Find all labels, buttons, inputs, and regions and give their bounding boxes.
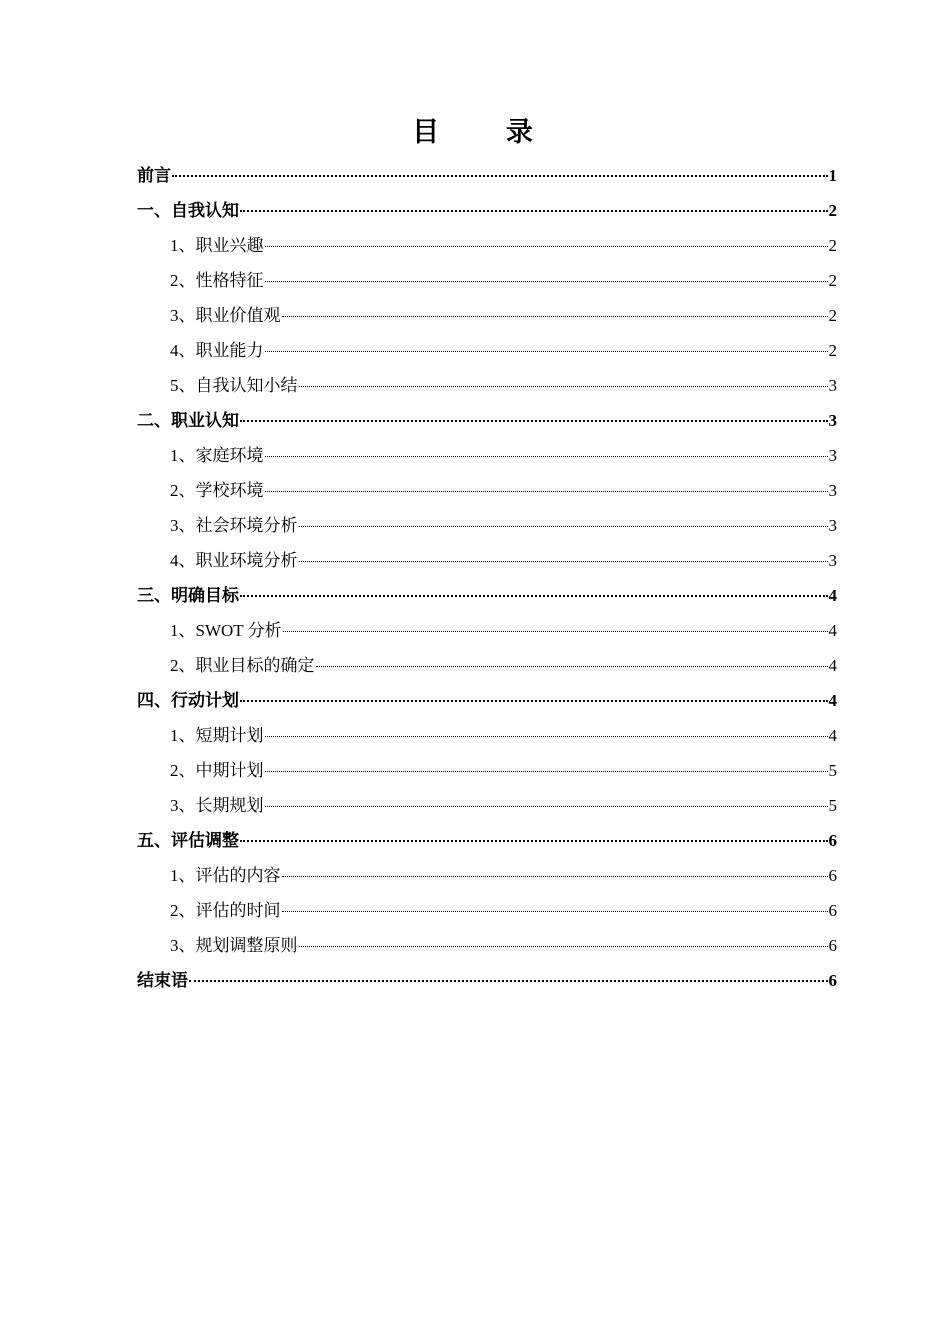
toc-page-number: 2 bbox=[828, 271, 837, 290]
toc-dot-leader bbox=[299, 386, 828, 387]
toc-page-number: 6 bbox=[828, 936, 837, 955]
toc-section-entry[interactable] bbox=[137, 788, 837, 823]
toc-dot-leader bbox=[265, 491, 828, 492]
toc-dot-leader bbox=[240, 840, 828, 842]
toc-section-entry[interactable] bbox=[137, 438, 837, 473]
toc-page-number: 6 bbox=[828, 971, 837, 990]
toc-chapter-entry[interactable] bbox=[137, 403, 837, 438]
toc-section-entry[interactable] bbox=[137, 298, 837, 333]
toc-entry-label: 3、社会环境分析 bbox=[170, 516, 298, 535]
toc-dot-leader bbox=[282, 876, 828, 877]
toc-dot-leader bbox=[265, 806, 828, 807]
toc-section-entry[interactable] bbox=[137, 928, 837, 963]
toc-page-number: 4 bbox=[828, 621, 837, 640]
toc-entry-label: 结束语 bbox=[137, 971, 188, 990]
toc-section-entry[interactable] bbox=[137, 858, 837, 893]
toc-entry-label: 3、职业价值观 bbox=[170, 306, 281, 325]
toc-page-number: 4 bbox=[828, 656, 837, 675]
toc-section-entry[interactable] bbox=[137, 718, 837, 753]
toc-entry-label: 5、自我认知小结 bbox=[170, 376, 298, 395]
toc-dot-leader bbox=[240, 210, 828, 212]
toc-section-entry[interactable] bbox=[137, 333, 837, 368]
toc-dot-leader bbox=[265, 456, 828, 457]
toc-dot-leader bbox=[283, 631, 828, 632]
toc-dot-leader bbox=[265, 351, 828, 352]
toc-entry-label: 2、职业目标的确定 bbox=[170, 656, 315, 675]
toc-page-number: 2 bbox=[828, 236, 837, 255]
toc-entry-label: 3、长期规划 bbox=[170, 796, 264, 815]
toc-entry-label: 三、明确目标 bbox=[137, 586, 239, 605]
table-of-contents bbox=[137, 158, 837, 998]
toc-entry-label: 1、SWOT 分析 bbox=[170, 621, 282, 640]
toc-title: 目 录 bbox=[412, 117, 563, 147]
toc-section-entry[interactable] bbox=[137, 543, 837, 578]
toc-dot-leader bbox=[240, 420, 828, 422]
toc-page-number: 1 bbox=[828, 166, 837, 185]
toc-page-number: 5 bbox=[828, 796, 837, 815]
toc-dot-leader bbox=[240, 700, 828, 702]
toc-entry-label: 2、学校环境 bbox=[170, 481, 264, 500]
toc-entry-label: 1、短期计划 bbox=[170, 726, 264, 745]
toc-entry-label: 五、评估调整 bbox=[137, 831, 239, 850]
toc-entry-label: 前言 bbox=[137, 166, 171, 185]
toc-section-entry[interactable] bbox=[137, 263, 837, 298]
toc-section-entry[interactable] bbox=[137, 228, 837, 263]
toc-page-number: 6 bbox=[828, 901, 837, 920]
toc-chapter-entry[interactable] bbox=[137, 683, 837, 718]
toc-dot-leader bbox=[172, 175, 828, 177]
toc-chapter-entry[interactable] bbox=[137, 158, 837, 193]
toc-entry-label: 4、职业环境分析 bbox=[170, 551, 298, 570]
toc-section-entry[interactable] bbox=[137, 473, 837, 508]
toc-entry-label: 一、自我认知 bbox=[137, 201, 239, 220]
toc-entry-label: 2、性格特征 bbox=[170, 271, 264, 290]
toc-chapter-entry[interactable] bbox=[137, 823, 837, 858]
toc-page-number: 3 bbox=[828, 551, 837, 570]
toc-page-number: 5 bbox=[828, 761, 837, 780]
toc-entry-label: 二、职业认知 bbox=[137, 411, 239, 430]
toc-entry-label: 3、规划调整原则 bbox=[170, 936, 298, 955]
toc-entry-label: 1、职业兴趣 bbox=[170, 236, 264, 255]
toc-chapter-entry[interactable] bbox=[137, 578, 837, 613]
toc-dot-leader bbox=[299, 946, 828, 947]
toc-dot-leader bbox=[299, 561, 828, 562]
toc-page-number: 3 bbox=[828, 516, 837, 535]
toc-section-entry[interactable] bbox=[137, 613, 837, 648]
toc-dot-leader bbox=[189, 980, 828, 982]
toc-dot-leader bbox=[265, 281, 828, 282]
toc-page-number: 2 bbox=[828, 201, 837, 220]
toc-entry-label: 1、评估的内容 bbox=[170, 866, 281, 885]
toc-dot-leader bbox=[316, 666, 828, 667]
toc-entry-label: 四、行动计划 bbox=[137, 691, 239, 710]
toc-page-number: 2 bbox=[828, 306, 837, 325]
toc-page-number: 3 bbox=[828, 446, 837, 465]
toc-chapter-entry[interactable] bbox=[137, 193, 837, 228]
toc-dot-leader bbox=[240, 595, 828, 597]
toc-dot-leader bbox=[265, 736, 828, 737]
toc-entry-label: 2、评估的时间 bbox=[170, 901, 281, 920]
toc-section-entry[interactable] bbox=[137, 893, 837, 928]
toc-section-entry[interactable] bbox=[137, 648, 837, 683]
toc-entry-label: 1、家庭环境 bbox=[170, 446, 264, 465]
toc-page-number: 3 bbox=[828, 481, 837, 500]
toc-dot-leader bbox=[265, 246, 828, 247]
toc-page-number: 4 bbox=[828, 586, 837, 605]
toc-dot-leader bbox=[282, 316, 828, 317]
toc-page-number: 2 bbox=[828, 341, 837, 360]
toc-page-number: 6 bbox=[828, 831, 837, 850]
toc-page-number: 4 bbox=[828, 726, 837, 745]
toc-page-number: 3 bbox=[828, 411, 837, 430]
toc-chapter-entry[interactable] bbox=[137, 963, 837, 998]
toc-section-entry[interactable] bbox=[137, 368, 837, 403]
toc-page-number: 3 bbox=[828, 376, 837, 395]
toc-entry-label: 4、职业能力 bbox=[170, 341, 264, 360]
toc-section-entry[interactable] bbox=[137, 508, 837, 543]
toc-dot-leader bbox=[265, 771, 828, 772]
toc-page-number: 4 bbox=[828, 691, 837, 710]
toc-dot-leader bbox=[299, 526, 828, 527]
toc-section-entry[interactable] bbox=[137, 753, 837, 788]
toc-entry-label: 2、中期计划 bbox=[170, 761, 264, 780]
toc-page-number: 6 bbox=[828, 866, 837, 885]
toc-dot-leader bbox=[282, 911, 828, 912]
